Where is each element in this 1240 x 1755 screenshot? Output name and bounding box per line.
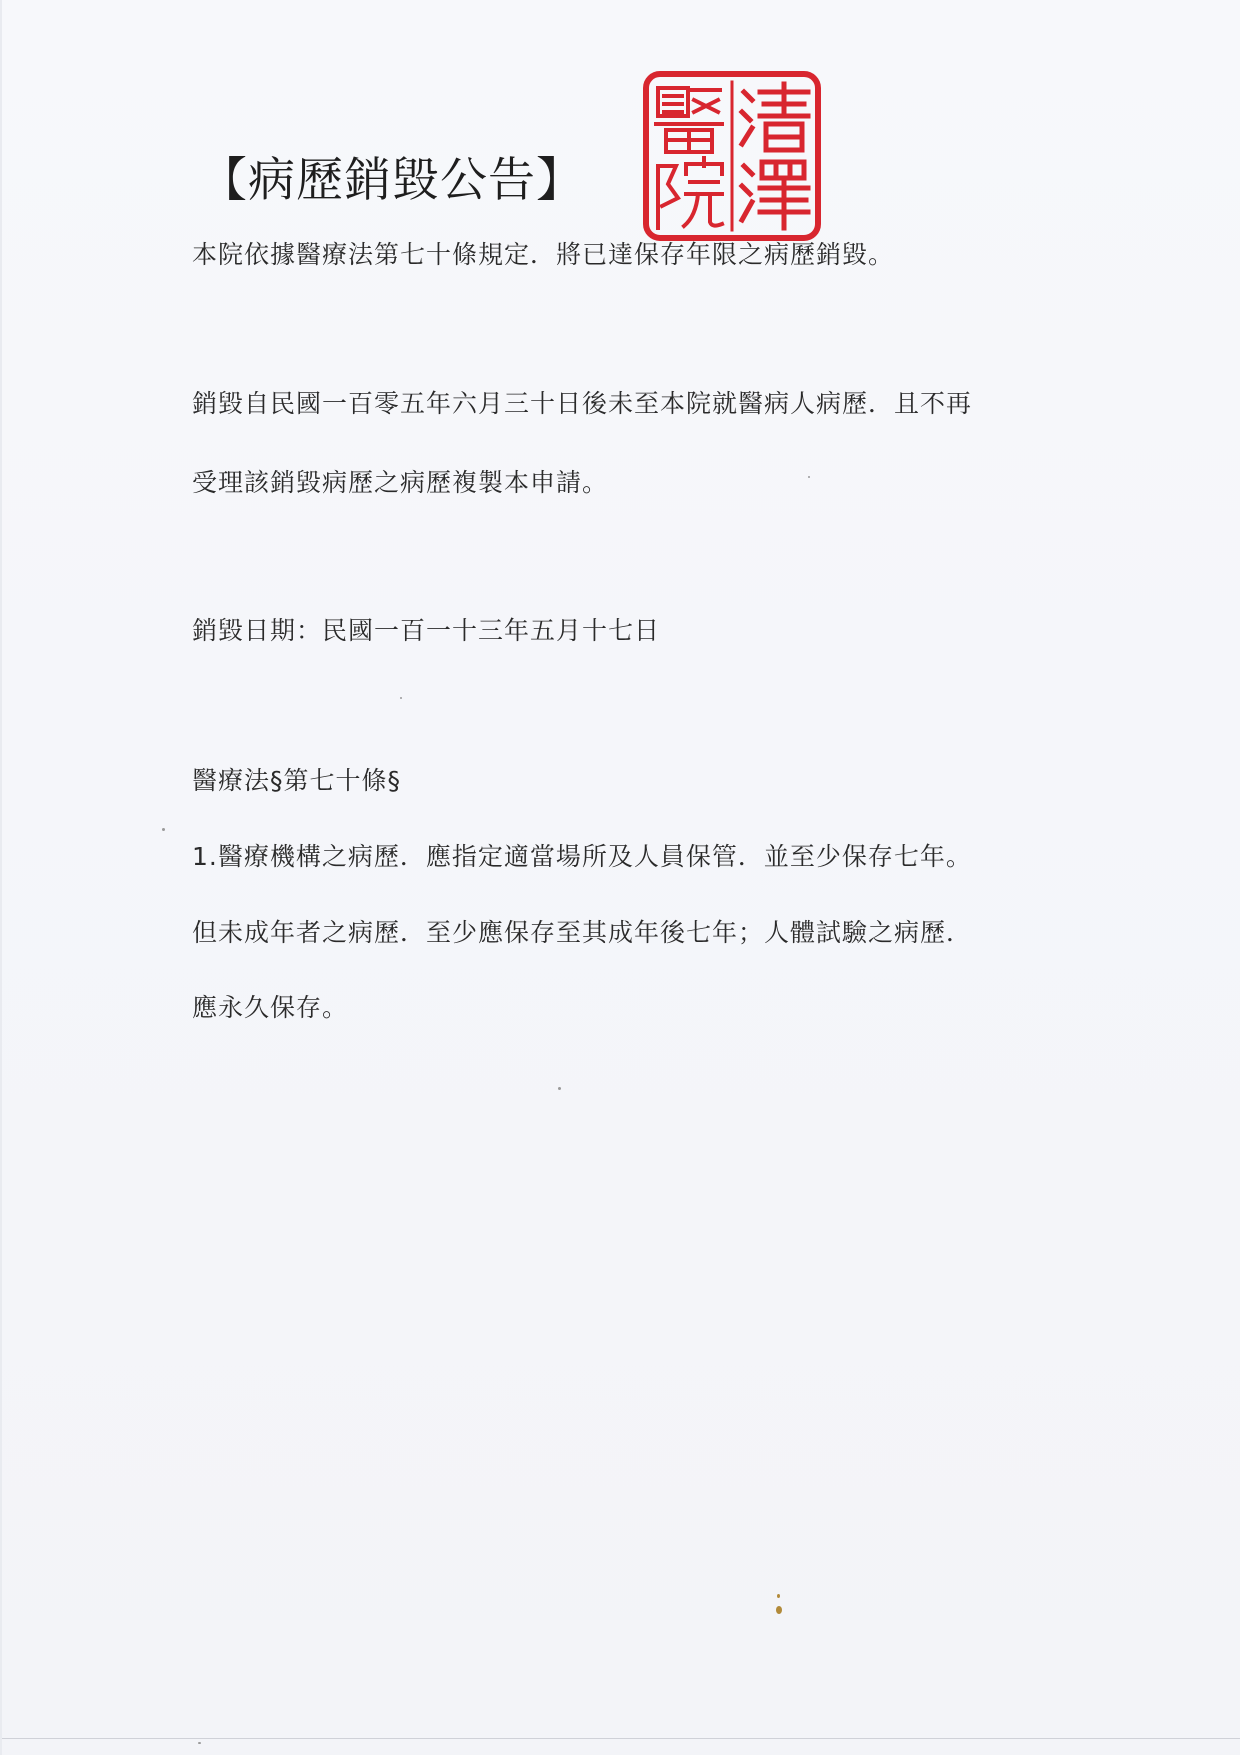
scan-speck	[162, 828, 165, 831]
scan-speck	[776, 1606, 782, 1614]
document-page	[2, 0, 1240, 1755]
scan-speck	[400, 697, 402, 699]
notice-intro: 本院依據醫療法第七十條規定．將已達保存年限之病歷銷毀。	[192, 240, 895, 269]
notice-scope-line-2: 受理該銷毀病歷之病歷複製本申請。	[192, 468, 609, 497]
page-bottom-edge	[2, 1738, 1240, 1739]
notice-scope-line-1: 銷毀自民國一百零五年六月三十日後未至本院就醫病人病歷．且不再	[192, 389, 973, 418]
scan-speck	[808, 476, 810, 478]
destroy-date: 銷毀日期：民國一百一十三年五月十七日	[192, 616, 661, 645]
law-heading: 醫療法§第七十條§	[192, 766, 402, 795]
law-clause-line-2: 但未成年者之病歷．至少應保存至其成年後七年；人體試驗之病歷．	[192, 918, 973, 947]
law-clause-line-3: 應永久保存。	[192, 993, 349, 1022]
notice-title: 【病歷銷毀公告】	[200, 153, 584, 208]
hospital-seal	[642, 70, 822, 242]
scan-speck	[777, 1594, 780, 1598]
scan-speck	[198, 1742, 201, 1744]
scan-speck	[558, 1087, 561, 1090]
law-clause-line-1: 1.醫療機構之病歷．應指定適當場所及人員保管．並至少保存七年。	[192, 842, 972, 871]
